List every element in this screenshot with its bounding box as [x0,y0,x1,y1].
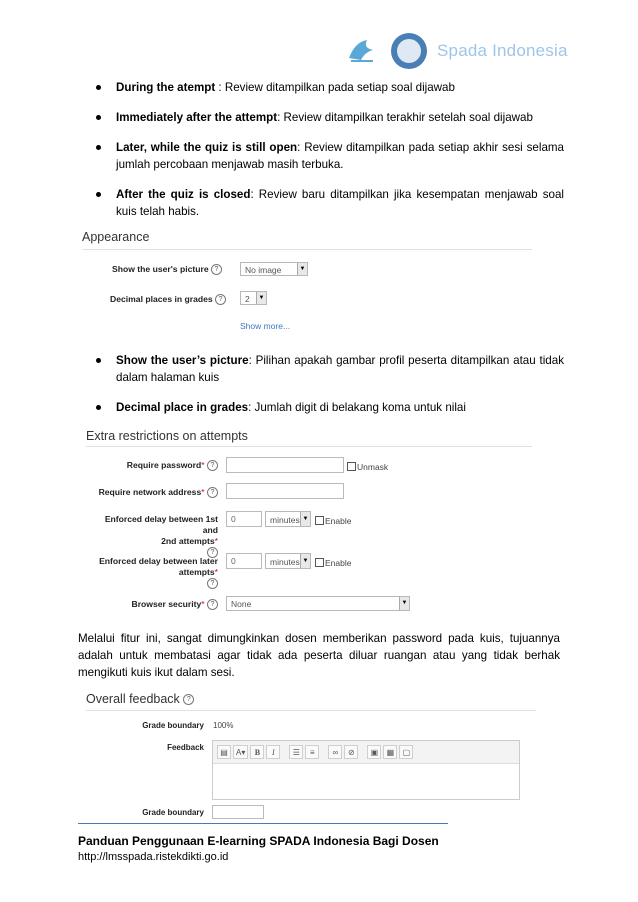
security-label: Browser security* ? [98,599,218,610]
footer-title: Panduan Penggunaan E-learning SPADA Indonesia Bagi Dosen [78,834,439,848]
delay1-enable-checkbox[interactable] [315,516,324,525]
footer-divider [78,823,448,824]
list-item: Immediately after the attempt: Review ditampilkan terakhir setelah soal dijawab [96,109,564,126]
link-icon[interactable]: ∞ [328,745,342,759]
show-more-link[interactable]: Show more... [240,321,291,331]
italic-icon[interactable]: I [266,745,280,759]
ministry-logo-icon [345,34,379,68]
header-logo [345,30,568,72]
editor-toolbar [213,741,519,764]
unlink-icon[interactable]: ⊘ [344,745,358,759]
help-icon[interactable]: ? [207,460,218,471]
appearance-options-list [96,352,564,416]
font-style-icon[interactable]: A▾ [233,745,248,759]
appearance-title: Appearance [82,230,150,244]
help-icon[interactable]: ? [207,578,218,589]
toolbar-toggle-icon[interactable]: ▤ [217,745,231,759]
picture-label: Show the user's picture ? [112,264,222,275]
review-options-list [96,79,564,220]
chevron-down-icon: ▼ [300,512,310,526]
divider [86,446,532,447]
delay1-input[interactable]: 0 [226,511,262,527]
chevron-down-icon: ▼ [300,554,310,568]
feedback-editor[interactable] [212,740,520,800]
network-label: Require network address* ? [98,487,218,498]
grade-boundary-input[interactable] [212,805,264,819]
help-icon[interactable]: ? [207,487,218,498]
enable-label: Enable [325,558,352,568]
restrictions-title: Extra restrictions on attempts [86,429,248,443]
password-input[interactable] [226,457,344,473]
delay2-unit-select[interactable]: minutes ▼ [265,553,311,569]
divider [86,710,536,711]
help-icon[interactable]: ? [215,294,226,305]
help-icon[interactable]: ? [211,264,222,275]
bold-icon[interactable]: B [250,745,264,759]
bullet-list-icon[interactable]: ☰ [289,745,303,759]
delay1-unit-select[interactable]: minutes ▼ [265,511,311,527]
delay2-input[interactable]: 0 [226,553,262,569]
enable-label: Enable [325,516,352,526]
grade-boundary-label: Grade boundary [142,721,204,730]
unmask-label: Unmask [357,462,389,472]
file-icon[interactable]: ▢ [399,745,413,759]
explanation-paragraph: Melalui fitur ini, sangat dimungkinkan dosen memberikan password pada kuis, tujuannya adalah untuk membatasi agar tidak ada peserta diluar ruangan atau yang tidak berhak mengikuti kuis ikut dalam sesi. [78,632,560,679]
decimal-label: Decimal places in grades ? [110,294,226,305]
footer-url: http://lmsspada.ristekdikti.go.id [78,851,229,863]
delay2-label: Enforced delay between later attempts* ? [99,556,218,588]
unmask-checkbox[interactable] [347,462,356,471]
help-icon[interactable]: ? [207,547,218,558]
delay1-label: Enforced delay between 1st and 2nd attempts* ? [104,514,218,557]
media-icon[interactable]: ▦ [383,745,397,759]
list-item: During the atempt : Review ditampilkan pada setiap soal dijawab [96,79,564,96]
chevron-down-icon: ▼ [256,292,266,304]
network-input[interactable] [226,483,344,499]
grade-boundary-label-2: Grade boundary [142,808,204,817]
picture-select[interactable]: No image ▼ [240,262,308,276]
chevron-down-icon: ▼ [297,263,307,275]
grade-boundary-value: 100% [213,721,234,730]
image-icon[interactable]: ▣ [367,745,381,759]
list-item: Later, while the quiz is still open: Review ditampilkan pada setiap akhir sesi selama jumlah percobaan menjawab masih terbuka. [96,139,564,173]
chevron-down-icon: ▼ [399,597,409,610]
list-item: Decimal place in grades: Jumlah digit di belakang koma untuk nilai [96,399,564,416]
delay2-enable-checkbox[interactable] [315,558,324,567]
password-label: Require password* ? [98,460,218,471]
list-item: After the quiz is closed: Review baru ditampilkan jika kesempatan menjawab soal kuis telah habis. [96,186,564,220]
numbered-list-icon[interactable]: ≡ [305,745,319,759]
help-icon[interactable]: ? [207,599,218,610]
help-icon[interactable]: ? [183,694,194,705]
feedback-title: Overall feedback ? [86,692,194,706]
brand-name: Spada Indonesia [437,41,568,60]
list-item: Show the user’s picture: Pilihan apakah gambar profil peserta ditampilkan atau tidak dalam halaman kuis [96,352,564,386]
feedback-label: Feedback [167,743,204,752]
university-seal-icon [391,33,427,69]
decimal-select[interactable]: 2 ▼ [240,291,267,305]
divider [82,249,532,250]
security-select[interactable]: None ▼ [226,596,410,611]
